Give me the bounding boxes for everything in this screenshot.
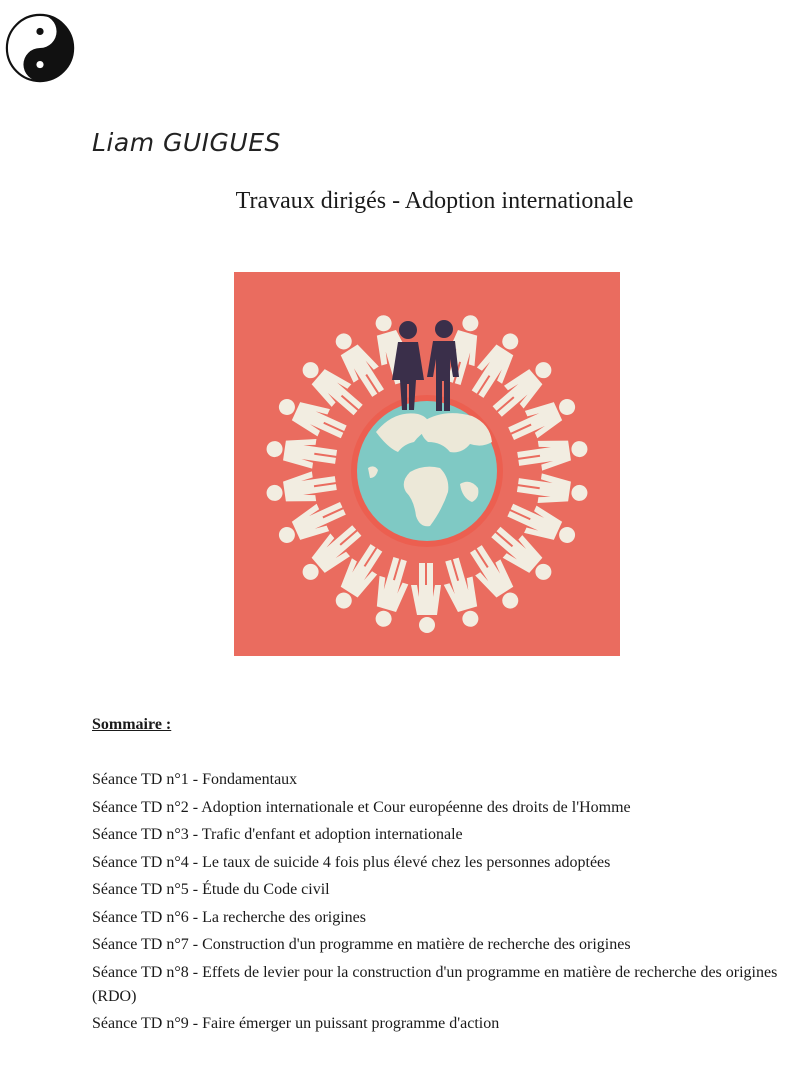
summary-heading: Sommaire : xyxy=(92,716,172,733)
toc-item: Séance TD n°2 - Adoption internationale et Cour européenne des droits de l'Homme xyxy=(92,798,631,816)
toc-item: Séance TD n°8 - Effets de levier pour la construction d'un programme en matière de recherche des origines (RDO) xyxy=(92,963,778,1005)
toc-item: Séance TD n°3 - Trafic d'enfant et adoption internationale xyxy=(92,826,463,843)
author-name: Liam GUIGUES xyxy=(92,128,281,157)
toc-item: Séance TD n°5 - Étude du Code civil xyxy=(92,881,330,898)
document-title: Travaux dirigés - Adoption internationale xyxy=(235,188,634,214)
table-of-contents xyxy=(92,768,782,1040)
toc-item: Séance TD n°6 - La recherche des origines xyxy=(92,908,366,926)
toc-item: Séance TD n°1 - Fondamentaux xyxy=(92,771,298,788)
toc-item: Séance TD n°4 - Le taux de suicide 4 fois plus élevé chez les personnes adoptées xyxy=(92,853,611,871)
toc-item: Séance TD n°7 - Construction d'un programme en matière de recherche des origines xyxy=(92,936,631,953)
children-around-globe-illustration xyxy=(234,272,620,656)
yin-yang-icon xyxy=(4,12,76,84)
toc-item: Séance TD n°9 - Faire émerger un puissant programme d'action xyxy=(92,1015,500,1032)
